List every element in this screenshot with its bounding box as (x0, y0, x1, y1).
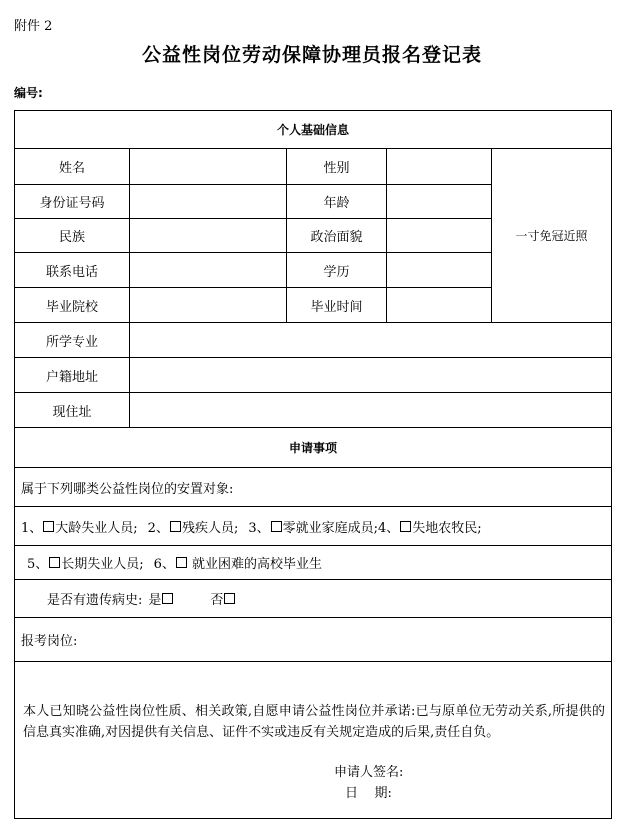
date-label: 日 期: (345, 786, 392, 801)
option-label: 残疾人员; (181, 520, 239, 536)
option-number: 1、 (21, 520, 43, 536)
education-label: 学历 (323, 264, 350, 280)
option-number: 3、 (248, 520, 270, 536)
gender-label: 性别 (323, 161, 350, 176)
hukou-address-label: 户籍地址 (45, 369, 98, 385)
phone-label: 联系电话 (45, 264, 98, 280)
graduation-time-label: 毕业时间 (310, 299, 363, 315)
registration-form (14, 110, 612, 819)
form-title: 公益性岗位劳动保障协理员报名登记表 (141, 44, 482, 66)
category-options-row-1 (21, 507, 601, 545)
name-label: 姓名 (58, 161, 85, 176)
option-label: 长期失业人员; (61, 557, 144, 572)
option-label: 零就业家庭成员; (282, 520, 379, 536)
major-label: 所学专业 (45, 334, 98, 350)
checkbox-hereditary-no[interactable] (224, 593, 235, 604)
graduation-time-field[interactable] (387, 288, 491, 322)
current-address-field[interactable] (130, 393, 611, 427)
phone-field[interactable] (130, 253, 286, 287)
political-status-label: 政治面貌 (310, 230, 363, 245)
pledge-text: 本人已知晓公益性岗位性质、相关政策,自愿申请公益性岗位并承诺:已与原单位无劳动关系,所提供的信息真实准确,对因提供有关信息、证件不实或违反有关规定造成的后果,责任自负。 (23, 704, 605, 740)
hereditary-label: 是否有遗传病史: (47, 593, 143, 608)
name-field[interactable] (130, 149, 286, 184)
checkbox-hereditary-yes[interactable] (162, 593, 173, 604)
option-number: 4、 (378, 520, 400, 536)
signature-field[interactable] (415, 761, 565, 779)
major-field[interactable] (130, 323, 611, 357)
serial-number-label: 编号: (14, 86, 43, 100)
age-label: 年龄 (323, 196, 350, 211)
option-number: 2、 (147, 520, 169, 536)
row-divider (15, 661, 611, 662)
option-label: 失地农牧民; (412, 520, 482, 536)
option-number: 6、 (153, 557, 175, 572)
school-label: 毕业院校 (45, 299, 98, 315)
checkbox-elderly-unemployed[interactable] (43, 521, 54, 532)
personal-info-heading: 个人基础信息 (276, 123, 349, 137)
photo-label: 一寸免冠近照 (515, 229, 588, 243)
education-field[interactable] (387, 253, 491, 287)
gender-field[interactable] (387, 149, 491, 184)
current-address-label: 现住址 (52, 404, 92, 420)
checkbox-graduate[interactable] (176, 557, 187, 568)
checkbox-disabled[interactable] (170, 521, 181, 532)
checkbox-landless-farmer[interactable] (400, 521, 411, 532)
category-options-row-2 (27, 546, 601, 579)
application-heading: 申请事项 (288, 441, 337, 455)
age-field[interactable] (387, 185, 491, 218)
photo-slot[interactable] (492, 149, 611, 322)
category-question: 属于下列哪类公益性岗位的安置对象: (21, 481, 234, 497)
yes-label: 是 (148, 593, 162, 608)
position-field[interactable] (145, 618, 605, 661)
hereditary-row (47, 580, 601, 617)
checkbox-long-term-unemployed[interactable] (49, 557, 60, 568)
no-label: 否 (210, 593, 224, 608)
option-number: 5、 (27, 557, 49, 572)
attachment-label: 附件 2 (14, 19, 53, 34)
id-number-field[interactable] (130, 185, 286, 218)
position-label: 报考岗位: (21, 634, 78, 649)
checkbox-zero-employment-family[interactable] (271, 521, 282, 532)
ethnicity-label: 民族 (58, 230, 85, 245)
school-field[interactable] (130, 288, 286, 322)
date-field[interactable] (415, 782, 565, 800)
signature-label: 申请人签名: (334, 765, 404, 780)
option-label: 就业困难的高校毕业生 (191, 557, 322, 572)
id-number-label: 身份证号码 (39, 196, 105, 211)
option-label: 大龄失业人员; (55, 520, 138, 536)
political-status-field[interactable] (387, 219, 491, 252)
hukou-address-field[interactable] (130, 358, 611, 392)
ethnicity-field[interactable] (130, 219, 286, 252)
